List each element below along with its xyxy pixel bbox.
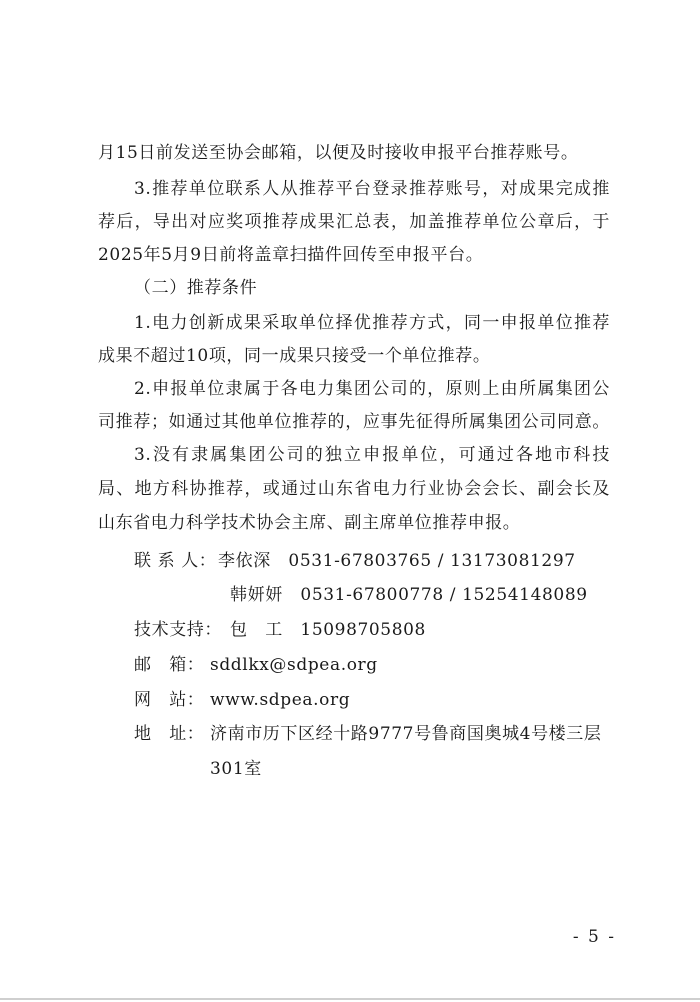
tech-support-label: 技术支持： xyxy=(134,620,222,640)
address-value-continued: 301室 xyxy=(210,759,262,779)
page-number: - 5 - xyxy=(572,927,616,947)
paragraph-line: 荐后，导出对应奖项推荐成果汇总表，加盖推荐单位公章后，于 xyxy=(98,212,610,232)
paragraph-line: 月15日前发送至协会邮箱，以便及时接收申报平台推荐账号。 xyxy=(98,143,579,163)
email-label: 邮 箱： xyxy=(134,655,205,675)
paragraph-line: 成果不超过10项，同一成果只接受一个单位推荐。 xyxy=(98,346,491,366)
address-value: 济南市历下区经十路9777号鲁商国奥城4号楼三层 xyxy=(210,724,602,744)
website-value: www.sdpea.org xyxy=(210,690,351,710)
paragraph-line: 司推荐；如通过其他单位推荐的，应事先征得所属集团公司同意。 xyxy=(98,412,610,432)
paragraph-line: 3.没有隶属集团公司的独立申报单位，可通过各地市科技 xyxy=(134,445,610,465)
paragraph-line: 3.推荐单位联系人从推荐平台登录推荐账号，对成果完成推 xyxy=(134,179,610,199)
paragraph-line: 局、地方科协推荐，或通过山东省电力行业协会会长、副会长及 xyxy=(98,479,610,499)
bottom-edge-line xyxy=(0,998,700,1000)
tech-support-value: 包 工 15098705808 xyxy=(230,620,426,640)
contact-1: 李依深 0531-67803765 / 13173081297 xyxy=(218,551,576,571)
section-heading: （二）推荐条件 xyxy=(134,278,258,298)
contact-label: 联 系 人： xyxy=(134,551,217,571)
address-label: 地 址： xyxy=(134,724,205,744)
contact-2: 韩妍妍 0531-67800778 / 15254148089 xyxy=(230,585,588,605)
paragraph-line: 山东省电力科学技术协会主席、副主席单位推荐申报。 xyxy=(98,513,521,533)
paragraph-line: 2025年5月9日前将盖章扫描件回传至申报平台。 xyxy=(98,245,484,265)
paragraph-line: 2.申报单位隶属于各电力集团公司的，原则上由所属集团公 xyxy=(134,379,610,399)
website-label: 网 站： xyxy=(134,690,205,710)
paragraph-line: 1.电力创新成果采取单位择优推荐方式，同一申报单位推荐 xyxy=(134,313,610,333)
email-value: sddlkx@sdpea.org xyxy=(210,655,378,675)
